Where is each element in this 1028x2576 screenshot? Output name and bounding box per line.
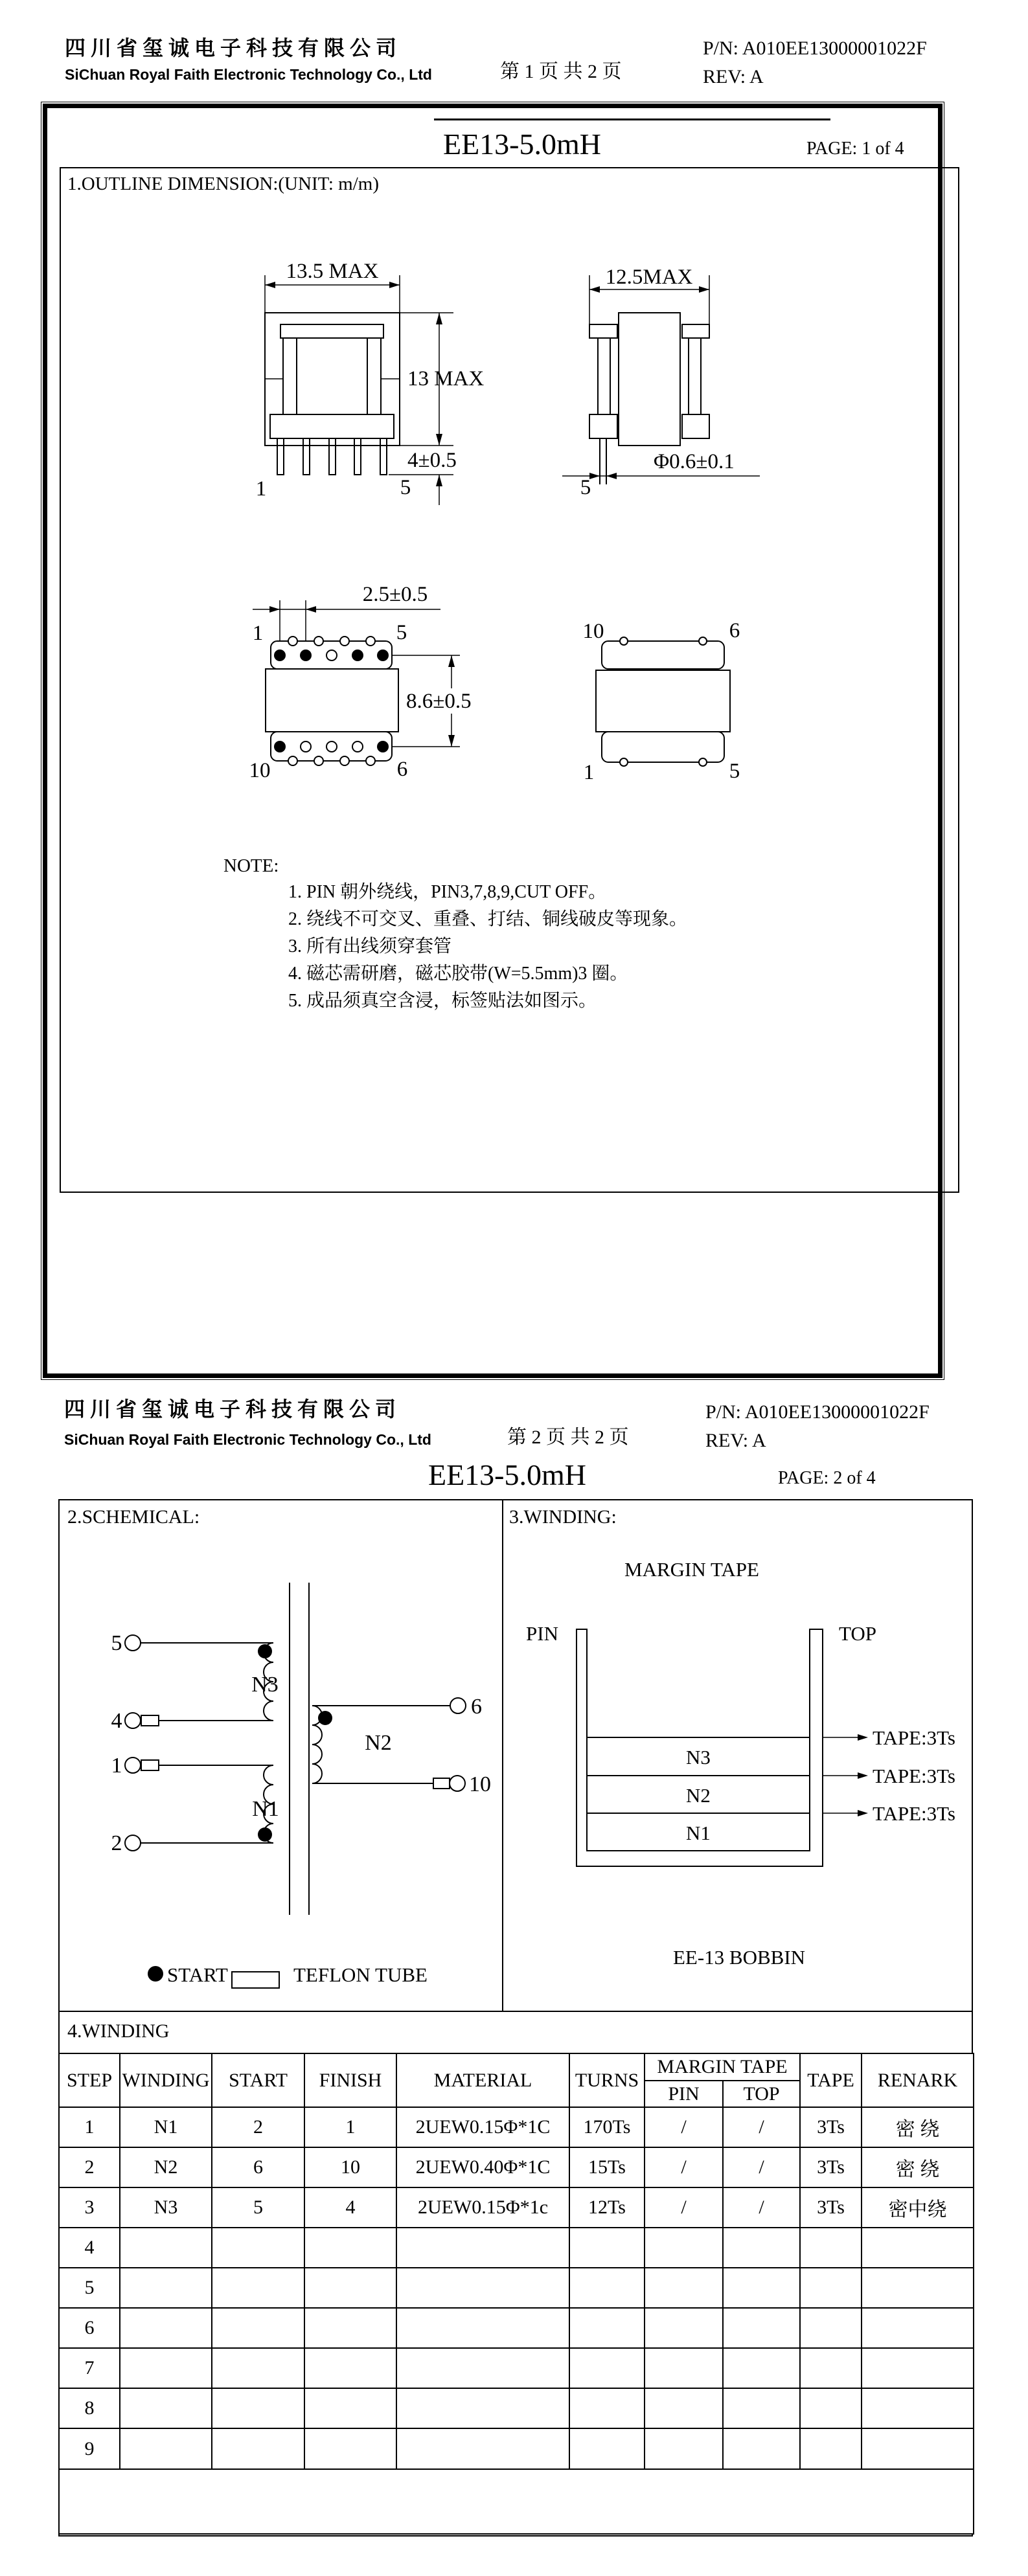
cell-margin-pin: / [645, 2187, 723, 2228]
cell-tape: 3Ts [800, 2187, 862, 2228]
page2-part-number: P/N: A010EE13000001022F [705, 1401, 930, 1423]
pin10-label: 10 [582, 620, 604, 643]
cell-remark: 密 绕 [862, 2147, 974, 2187]
table-footer-row [59, 2469, 974, 2534]
pin5-label: 5 [400, 476, 411, 499]
dim-width-label: 13.5 MAX [286, 260, 379, 283]
dim-width-label: 12.5MAX [605, 266, 693, 289]
pin4-label: 4 [111, 1709, 122, 1733]
pin1-label: 1 [111, 1754, 122, 1778]
note-item: 5. 成品须真空含浸，标签贴法如图示。 [288, 991, 597, 1011]
cell-margin-pin: / [645, 2147, 723, 2187]
pin5-label: 5 [729, 760, 740, 783]
table-row [59, 2348, 974, 2388]
cell-remark: 密 绕 [862, 2107, 974, 2147]
page1-page-label: PAGE: 1 of 4 [806, 139, 904, 159]
col-header-turns: TURNS [569, 2053, 645, 2107]
figure-top-view [577, 609, 758, 790]
schematic-diagram [60, 1500, 502, 2009]
note-item: 1. PIN 朝外绕线，PIN3,7,8,9,CUT OFF。 [288, 882, 607, 902]
cell-material: 2UEW0.40Φ*1C [396, 2147, 569, 2187]
layer-n1-label: N1 [686, 1822, 711, 1844]
figure-front-view [246, 256, 492, 508]
tape-callout-2: TAPE:3Ts [873, 1765, 955, 1787]
cell-margin-top: / [723, 2187, 800, 2228]
winding-table-heading: 4.WINDING [67, 2020, 170, 2042]
col-header-winding: WINDING [120, 2053, 212, 2107]
pin1-label: 1 [252, 622, 264, 645]
note-item: 2. 绕线不可交叉、重叠、打结、铜线破皮等现象。 [288, 909, 688, 929]
legend-teflon-tube-label: TEFLON TUBE [293, 1963, 428, 1986]
schematic-heading: 2.SCHEMICAL: [67, 1506, 200, 1528]
bobbin-label: EE-13 BOBBIN [672, 1946, 806, 1969]
page2-company-name-en: SiChuan Royal Faith Electronic Technology Co., Ltd [64, 1431, 431, 1448]
col-header-margin-tape: MARGIN TAPE [645, 2053, 800, 2081]
dim-height-label: 13 MAX [407, 367, 485, 390]
cell-step: 6 [59, 2308, 120, 2348]
cell-step: 9 [59, 2428, 120, 2469]
cell-remark: 密中绕 [862, 2187, 974, 2228]
table-footer-cell [59, 2469, 974, 2534]
cell-turns: 15Ts [569, 2147, 645, 2187]
table-row [59, 2308, 974, 2348]
cell-winding: N1 [120, 2107, 212, 2147]
pin6-label: 6 [729, 619, 740, 642]
col-header-margin-pin: PIN [645, 2081, 723, 2107]
page1-company-name-en: SiChuan Royal Faith Electronic Technology Co., Ltd [65, 66, 432, 83]
pin6-label: 6 [471, 1695, 482, 1719]
page1-section-heading: 1.OUTLINE DIMENSION:(UNIT: m/m) [67, 174, 380, 194]
cell-step: 7 [59, 2348, 120, 2388]
pin1-label: 1 [255, 477, 267, 501]
page1-page-info: 第 1 页 共 2 页 [500, 61, 622, 82]
col-header-tape: TAPE [800, 2053, 862, 2107]
dim-pin-length-label: 4±0.5 [407, 449, 457, 472]
cell-material: 2UEW0.15Φ*1c [396, 2187, 569, 2228]
winding-panel-heading: 3.WINDING: [509, 1506, 617, 1528]
page2-panels-bottom-line [58, 2011, 973, 2012]
cell-finish: 4 [304, 2187, 396, 2228]
pin5-label: 5 [580, 476, 591, 499]
cell-finish: 1 [304, 2107, 396, 2147]
note-item: 4. 磁芯需研磨，磁芯胶带(W=5.5mm)3 圈。 [288, 964, 628, 984]
legend-start-dot [148, 1966, 163, 1982]
cell-step: 1 [59, 2107, 120, 2147]
cell-winding: N3 [120, 2187, 212, 2228]
cell-step: 8 [59, 2388, 120, 2428]
cell-step: 2 [59, 2147, 120, 2187]
legend-start-label: START [167, 1963, 228, 1986]
layer-n2-label: N2 [686, 1784, 711, 1807]
winding-n2-label: N2 [365, 1731, 392, 1755]
note-item: 3. 所有出线须穿套管 [288, 936, 452, 956]
figure-bottom-view [246, 580, 505, 793]
pin-side-label: PIN [526, 1622, 558, 1645]
table-row [59, 2388, 974, 2428]
col-header-finish: FINISH [304, 2053, 396, 2107]
winding-n1-label: N1 [252, 1797, 279, 1821]
page1-title: EE13-5.0mH [442, 128, 601, 161]
cell-start: 5 [212, 2187, 304, 2228]
page1-title-overline [434, 119, 830, 120]
page1-company-name-cn: 四 川 省 玺 诚 电 子 科 技 有 限 公 司 [65, 36, 397, 60]
page1-part-number: P/N: A010EE13000001022F [703, 38, 927, 59]
page2-revision: REV: A [705, 1430, 766, 1451]
pin1-label: 1 [583, 761, 595, 784]
cell-tape: 3Ts [800, 2147, 862, 2187]
table-row [59, 2187, 974, 2228]
cell-margin-top: / [723, 2107, 800, 2147]
table-row [59, 2228, 974, 2268]
start-dot-n3 [258, 1644, 272, 1658]
figure-side-view [557, 259, 777, 505]
tape-callout-3: TAPE:3Ts [873, 1802, 955, 1825]
note-label: NOTE: [223, 855, 279, 876]
cell-material: 2UEW0.15Φ*1C [396, 2107, 569, 2147]
tape-callout-1: TAPE:3Ts [873, 1726, 955, 1749]
start-dot-n2 [318, 1711, 332, 1725]
table-row [59, 2428, 974, 2469]
winding-structure-diagram [503, 1500, 972, 2009]
col-header-start: START [212, 2053, 304, 2107]
margin-tape-label: MARGIN TAPE [624, 1558, 759, 1581]
cell-start: 6 [212, 2147, 304, 2187]
page1-content-box [60, 167, 959, 1193]
page2-title: EE13-5.0mH [428, 1458, 586, 1491]
page2-page-info: 第 2 页 共 2 页 [507, 1427, 629, 1448]
pin6-label: 6 [396, 758, 408, 781]
cell-tape: 3Ts [800, 2107, 862, 2147]
layer-n3-label: N3 [686, 1746, 711, 1768]
dim-height-label: 8.6±0.5 [406, 690, 472, 713]
cell-start: 2 [212, 2107, 304, 2147]
cell-margin-top: / [723, 2147, 800, 2187]
start-dot-n1 [258, 1827, 272, 1842]
col-header-remark: RENARK [862, 2053, 974, 2107]
col-header-material: MATERIAL [396, 2053, 569, 2107]
page2-company-name-cn: 四 川 省 玺 诚 电 子 科 技 有 限 公 司 [64, 1397, 396, 1421]
pin5-label: 5 [396, 621, 407, 644]
page1-revision: REV: A [703, 66, 764, 87]
winding-n3-label: N3 [251, 1673, 279, 1697]
pin10-label: 10 [249, 759, 271, 782]
cell-step: 3 [59, 2187, 120, 2228]
col-header-step: STEP [59, 2053, 120, 2107]
cell-margin-pin: / [645, 2107, 723, 2147]
col-header-margin-top: TOP [723, 2081, 800, 2107]
pin5-label: 5 [111, 1631, 122, 1655]
table-row [59, 2147, 974, 2187]
page2-page-label: PAGE: 2 of 4 [778, 1468, 876, 1488]
table-row [59, 2268, 974, 2308]
pin10-label: 10 [469, 1772, 491, 1796]
cell-turns: 170Ts [569, 2107, 645, 2147]
cell-turns: 12Ts [569, 2187, 645, 2228]
cell-step: 5 [59, 2268, 120, 2308]
cell-step: 4 [59, 2228, 120, 2268]
winding-table [58, 2053, 974, 2535]
dim-pitch-label: 2.5±0.5 [362, 583, 428, 606]
cell-winding: N2 [120, 2147, 212, 2187]
cell-finish: 10 [304, 2147, 396, 2187]
table-row [59, 2107, 974, 2147]
legend-teflon-tube-symbol [232, 1972, 279, 1988]
top-side-label: TOP [838, 1622, 877, 1645]
dim-pin-diameter-label: Φ0.6±0.1 [654, 450, 735, 473]
pin2-label: 2 [111, 1831, 122, 1855]
